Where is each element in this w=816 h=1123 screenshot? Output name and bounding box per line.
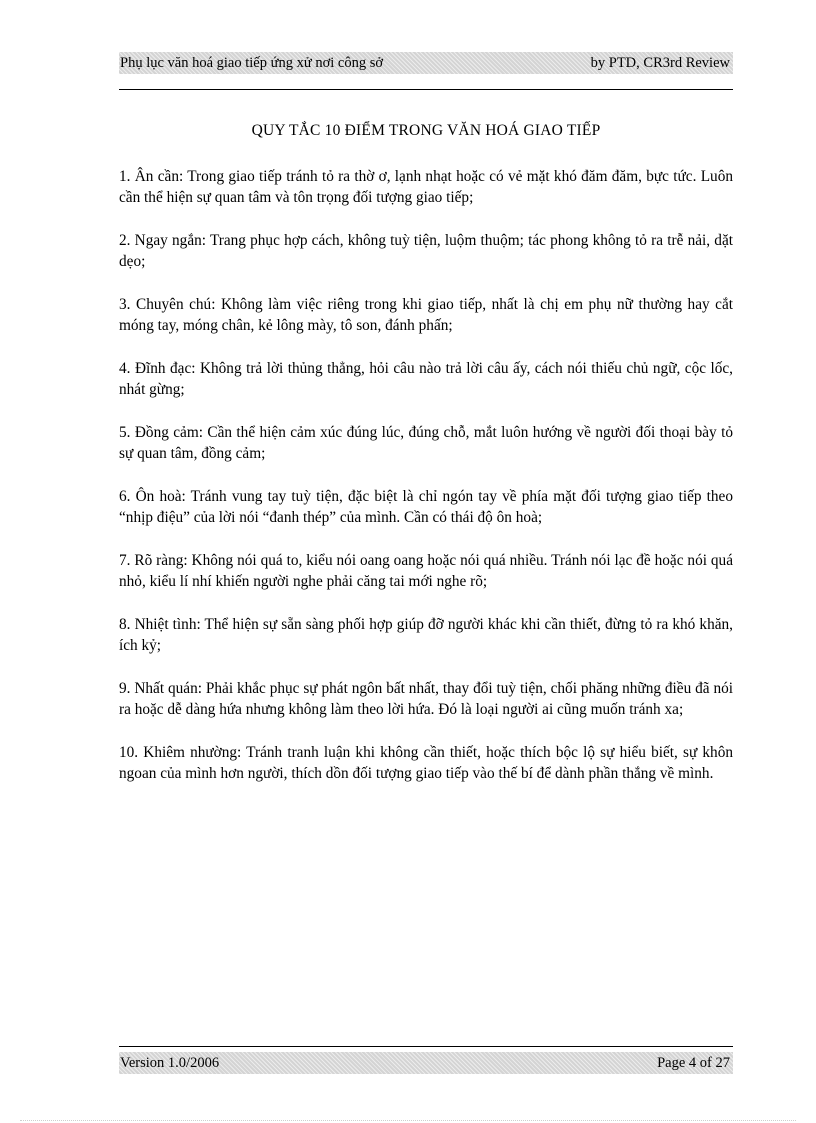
page-header: [119, 52, 733, 74]
rule-item: 9. Nhất quán: Phải khắc phục sự phát ngôn bất nhất, thay đổi tuỳ tiện, chối phăng những điều đã nói ra hoặc dễ dàng hứa nhưng không làm theo lời hứa. Đó là loại người ai cũng muốn tránh xa;: [119, 680, 733, 718]
rules-list: [119, 166, 733, 806]
rule-item: 8. Nhiệt tình: Thể hiện sự sẵn sàng phối hợp giúp đỡ người khác khi cần thiết, đừng tỏ ra khó khăn, ích kỷ;: [119, 616, 733, 654]
rule-item: 5. Đồng cảm: Cần thể hiện cảm xúc đúng lúc, đúng chỗ, mắt luôn hướng về người đối thoại bày tỏ sự quan tâm, đồng cảm;: [119, 424, 733, 462]
rule-item: 6. Ôn hoà: Tránh vung tay tuỳ tiện, đặc biệt là chỉ ngón tay về phía mặt đối tượng giao tiếp theo “nhịp điệu” của lời nói “đanh thép” của mình. Cần có thái độ ôn hoà;: [119, 488, 733, 526]
header-divider: [119, 89, 733, 90]
document-title: QUY TẮC 10 ĐIỂM TRONG VĂN HOÁ GIAO TIẾP: [251, 122, 601, 139]
page-bottom-edge: [20, 1120, 796, 1121]
rule-item: 4. Đĩnh đạc: Không trả lời thủng thẳng, hỏi câu nào trả lời câu ấy, cách nói thiếu chủ ngữ, cộc lốc, nhát gừng;: [119, 360, 733, 398]
page-number: Page 4 of 27: [657, 1054, 730, 1071]
rule-item: 2. Ngay ngắn: Trang phục hợp cách, không tuỳ tiện, luộm thuộm; tác phong không tỏ ra trễ nải, dặt dẹo;: [119, 232, 733, 270]
page-footer: [119, 1052, 733, 1074]
header-title: Phụ lục văn hoá giao tiếp ứng xử nơi công sở: [120, 54, 384, 71]
rule-item: 10. Khiêm nhường: Tránh tranh luận khi không cần thiết, hoặc thích bộc lộ sự hiểu biết, sự khôn ngoan của mình hơn người, thích dồn đối tượng giao tiếp vào thế bí để dành phần thắng về mình.: [119, 744, 733, 782]
rule-item: 3. Chuyên chú: Không làm việc riêng trong khi giao tiếp, nhất là chị em phụ nữ thường hay cắt móng tay, móng chân, kẻ lông mày, tô son, đánh phấn;: [119, 296, 733, 334]
header-author: by PTD, CR3rd Review: [590, 54, 730, 71]
rule-item: 1. Ân cần: Trong giao tiếp tránh tỏ ra thờ ơ, lạnh nhạt hoặc có vẻ mặt khó đăm đăm, bực tức. Luôn cần thể hiện sự quan tâm và tôn trọng đối tượng giao tiếp;: [119, 168, 733, 206]
rule-item: 7. Rõ ràng: Không nói quá to, kiểu nói oang oang hoặc nói quá nhiều. Tránh nói lạc đề hoặc nói quá nhỏ, kiểu lí nhí khiến người nghe phải căng tai mới nghe rõ;: [119, 552, 733, 590]
footer-divider: [119, 1046, 733, 1047]
footer-version: Version 1.0/2006: [120, 1054, 220, 1071]
